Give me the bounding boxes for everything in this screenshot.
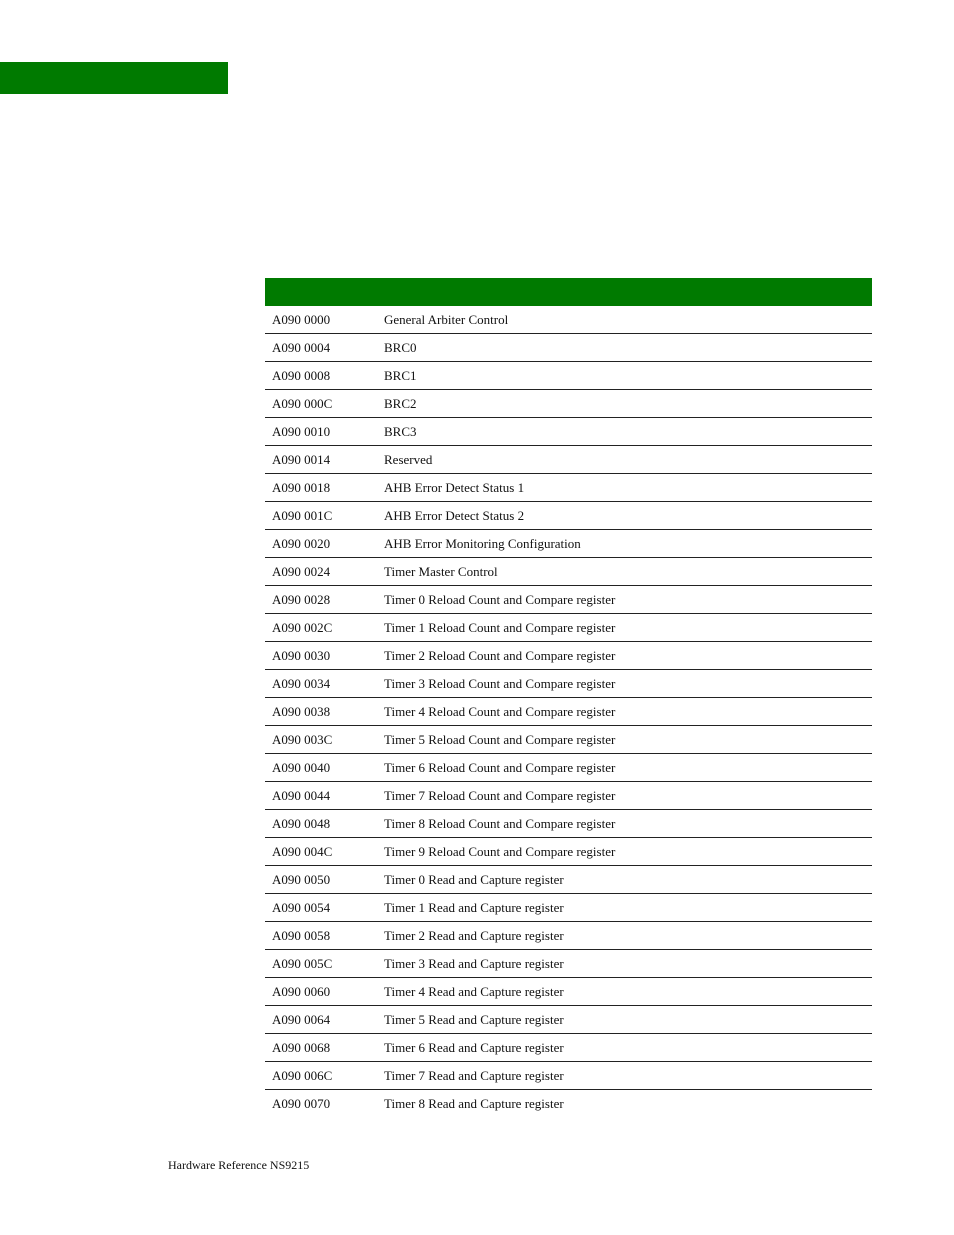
register-address: A090 0020 bbox=[265, 530, 384, 558]
register-address: A090 0064 bbox=[265, 1006, 384, 1034]
register-address: A090 0034 bbox=[265, 670, 384, 698]
register-address: A090 0050 bbox=[265, 866, 384, 894]
register-name: BRC1 bbox=[384, 362, 872, 390]
register-name: Timer 8 Read and Capture register bbox=[384, 1096, 564, 1111]
register-name: Timer 2 Read and Capture register bbox=[384, 922, 872, 950]
register-name: AHB Error Detect Status 2 bbox=[384, 502, 872, 530]
register-name: Timer 5 Reload Count and Compare register bbox=[384, 726, 872, 754]
register-name: Timer 1 Reload Count and Compare register bbox=[384, 614, 872, 642]
table-row bbox=[265, 418, 872, 446]
register-name: General Arbiter Control bbox=[384, 306, 872, 334]
table-row bbox=[265, 306, 872, 334]
register-address-table bbox=[265, 278, 872, 1117]
register-name: Timer 4 Reload Count and Compare register bbox=[384, 698, 872, 726]
table-row bbox=[265, 838, 872, 866]
register-address: A090 0014 bbox=[265, 446, 384, 474]
register-name: BRC2 bbox=[384, 390, 872, 418]
register-address: A090 0008 bbox=[265, 362, 384, 390]
register-address: A090 004C bbox=[265, 838, 384, 866]
register-address: A090 0040 bbox=[265, 754, 384, 782]
register-name: Timer 0 Read and Capture register bbox=[384, 866, 872, 894]
register-name: AHB Error Detect Status 1 bbox=[384, 474, 872, 502]
table-row bbox=[265, 334, 872, 362]
table-row bbox=[265, 978, 872, 1006]
table-row bbox=[265, 642, 872, 670]
register-name: Timer 4 Read and Capture register bbox=[384, 978, 872, 1006]
table-row bbox=[265, 1062, 872, 1090]
register-name: Timer 6 Reload Count and Compare register bbox=[384, 754, 872, 782]
table-row bbox=[265, 362, 872, 390]
table-row bbox=[265, 866, 872, 894]
register-address: A090 006C bbox=[265, 1062, 384, 1090]
table-row bbox=[265, 698, 872, 726]
register-name: Timer 9 Reload Count and Compare register bbox=[384, 838, 872, 866]
register-address: A090 0058 bbox=[265, 922, 384, 950]
register-name: Timer 5 Read and Capture register bbox=[384, 1006, 872, 1034]
register-address: A090 0018 bbox=[265, 474, 384, 502]
register-address: A090 005C bbox=[265, 950, 384, 978]
table-row bbox=[265, 1090, 872, 1118]
table-row bbox=[265, 1006, 872, 1034]
register-address: A090 0028 bbox=[265, 586, 384, 614]
register-address: A090 003C bbox=[265, 726, 384, 754]
table-header-row bbox=[265, 278, 872, 306]
register-name: Reserved bbox=[384, 446, 872, 474]
register-name: BRC3 bbox=[384, 418, 872, 446]
table-row bbox=[265, 502, 872, 530]
register-name: Timer 7 Read and Capture register bbox=[384, 1062, 872, 1090]
register-address: A090 0060 bbox=[265, 978, 384, 1006]
register-address: A090 0010 bbox=[265, 418, 384, 446]
register-name: Timer 3 Reload Count and Compare register bbox=[384, 670, 872, 698]
table-row bbox=[265, 810, 872, 838]
register-address: A090 001C bbox=[265, 502, 384, 530]
register-name: Timer Master Control bbox=[384, 558, 872, 586]
register-address: A090 002C bbox=[265, 614, 384, 642]
table-row bbox=[265, 530, 872, 558]
table-row bbox=[265, 782, 872, 810]
table-row bbox=[265, 586, 872, 614]
register-address: A090 0030 bbox=[265, 642, 384, 670]
table-row bbox=[265, 670, 872, 698]
table-header-register bbox=[384, 278, 872, 306]
register-address: A090 0038 bbox=[265, 698, 384, 726]
register-address: A090 0054 bbox=[265, 894, 384, 922]
register-address: A090 0000 bbox=[265, 306, 384, 334]
register-name: BRC0 bbox=[384, 334, 872, 362]
table-row bbox=[265, 922, 872, 950]
register-address: A090 0068 bbox=[265, 1034, 384, 1062]
register-address: A090 0048 bbox=[265, 810, 384, 838]
footer-text: Hardware Reference NS9215 bbox=[168, 1158, 310, 1172]
register-name: Timer 0 Reload Count and Compare register bbox=[384, 586, 872, 614]
table-row bbox=[265, 558, 872, 586]
register-name: Timer 8 Reload Count and Compare register bbox=[384, 810, 872, 838]
table-row bbox=[265, 614, 872, 642]
register-address: A090 0044 bbox=[265, 782, 384, 810]
chapter-tab-bar bbox=[0, 62, 228, 94]
table-row bbox=[265, 726, 872, 754]
register-address: A090 0004 bbox=[265, 334, 384, 362]
register-name: Timer 6 Read and Capture register bbox=[384, 1034, 872, 1062]
register-address: A090 0070 bbox=[272, 1096, 331, 1111]
register-name: AHB Error Monitoring Configuration bbox=[384, 530, 872, 558]
table-row bbox=[265, 950, 872, 978]
table-row bbox=[265, 446, 872, 474]
register-name: Timer 1 Read and Capture register bbox=[384, 894, 872, 922]
register-address: A090 000C bbox=[265, 390, 384, 418]
table-row bbox=[265, 474, 872, 502]
register-address: A090 0024 bbox=[265, 558, 384, 586]
register-name: Timer 7 Reload Count and Compare register bbox=[384, 782, 872, 810]
table-row bbox=[265, 390, 872, 418]
table-row bbox=[265, 894, 872, 922]
table-header-address bbox=[265, 278, 384, 306]
table-row bbox=[265, 1034, 872, 1062]
register-name: Timer 2 Reload Count and Compare register bbox=[384, 642, 872, 670]
table-row bbox=[265, 754, 872, 782]
register-name: Timer 3 Read and Capture register bbox=[384, 950, 872, 978]
